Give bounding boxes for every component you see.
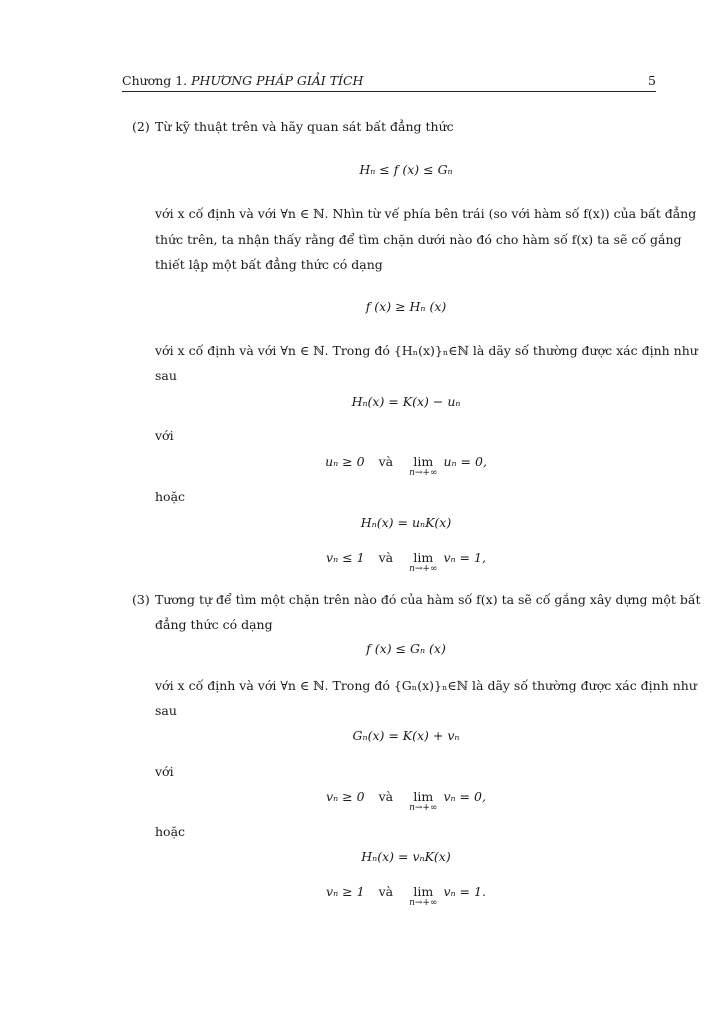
paragraph-line: sau <box>155 703 177 718</box>
equation: vₙ ≥ 1 và lim n→+∞ vₙ = 1. <box>326 884 486 908</box>
paragraph-line: đẳng thức có dạng <box>155 617 273 632</box>
chapter-heading <box>122 73 363 88</box>
chapter-title: PHƯƠNG PHÁP GIẢI TÍCH <box>191 73 364 88</box>
paragraph-line: Tương tự để tìm một chặn trên nào đó của hàm số f(x) ta sẽ cố gắng xây dựng một bất <box>155 592 701 607</box>
equation: uₙ ≥ 0 và lim n→+∞ uₙ = 0, <box>325 454 487 478</box>
paragraph-line: thức trên, ta nhận thấy rằng để tìm chặn dưới nào đó cho hàm số f(x) ta sẽ cố gắng <box>155 232 682 247</box>
paragraph-line: với x cố định và với ∀n ∈ ℕ. Trong đó {Gₙ(x)}ₙ∈ℕ là dãy số thường được xác định như <box>155 678 697 693</box>
item-number: (3) <box>132 592 150 607</box>
paragraph-line: thiết lập một bất đẳng thức có dạng <box>155 257 383 272</box>
equation: f (x) ≥ Hₙ (x) <box>365 299 447 314</box>
equation: Hₙ(x) = K(x) − uₙ <box>351 394 461 409</box>
equation: Hₙ(x) = uₙK(x) <box>360 515 452 530</box>
paragraph-line: hoặc <box>155 489 186 504</box>
equation: Hₙ ≤ f (x) ≤ Gₙ <box>359 162 453 177</box>
equation: Gₙ(x) = K(x) + vₙ <box>352 728 460 743</box>
paragraph-line: với <box>155 428 174 443</box>
paragraph-line: với <box>155 764 174 779</box>
chapter-label: Chương 1. <box>122 73 188 88</box>
paragraph-line: hoặc <box>155 824 186 839</box>
paragraph-line: với x cố định và với ∀n ∈ ℕ. Trong đó {Hₙ(x)}ₙ∈ℕ là dãy số thường được xác định như <box>155 343 698 358</box>
equation: Hₙ(x) = vₙK(x) <box>361 849 451 864</box>
paragraph-line: Từ kỹ thuật trên và hãy quan sát bất đẳng thức <box>155 119 454 134</box>
equation: vₙ ≥ 0 và lim n→+∞ vₙ = 0, <box>326 789 486 813</box>
paragraph-line: sau <box>155 368 177 383</box>
equation: vₙ ≤ 1 và lim n→+∞ vₙ = 1, <box>326 550 486 574</box>
item-number: (2) <box>132 119 150 134</box>
running-header <box>122 71 656 92</box>
paragraph-line: với x cố định và với ∀n ∈ ℕ. Nhìn từ vế phía bên trái (so với hàm số f(x)) của bất đẳng <box>155 206 697 221</box>
equation: f (x) ≤ Gₙ (x) <box>366 641 446 656</box>
page-number: 5 <box>648 73 656 88</box>
